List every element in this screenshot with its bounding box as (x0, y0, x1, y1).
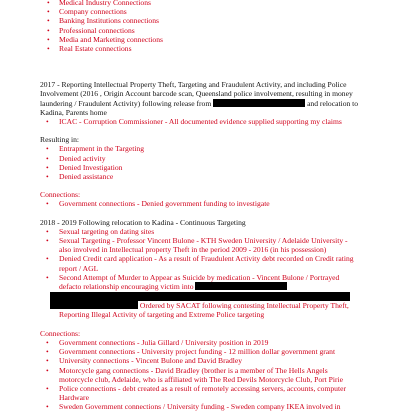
list-item: • Media and Marketing connections (45, 35, 360, 44)
redaction-bar (50, 292, 350, 301)
resulting-list (40, 144, 360, 181)
list-item: • Denied Credit card application - As a result of Fraudulent Activity debt recorded on Credit rating report / AGL (40, 254, 360, 272)
list-item: • Professional connections (45, 26, 360, 35)
list-item: • Sweden Government connections / University funding - Sweden company IKEA involved in (40, 402, 360, 411)
list-item: • Motorcycle gang connections - David Bradley (brother is a member of The Hells Angels motorcycle club, Adelaide, who is affiliated with The Red Devils Motorcycle Club, Port Pirie (40, 366, 360, 384)
resulting-in-label: Resulting in: (40, 135, 80, 145)
list-item: • Sexual targeting on dating sites (40, 227, 360, 236)
icac-list (40, 117, 360, 126)
list-item: • Denied assistance (40, 172, 360, 181)
list-item: • Government connections - Denied government funding to investigate (40, 199, 360, 208)
list-item: • University connections - Vincent Bulone and David Bradley (40, 356, 360, 365)
redaction-bar (213, 99, 305, 107)
list-item: • Company connections (45, 7, 360, 16)
section-2018-list (40, 227, 360, 291)
section-2017-heading: 2017 - Reporting Intellectual Property Theft, Targeting and Fraudulent Activity, and including Police Involvement (2016 , Origin Account barcode scan, Queensland police involvement, resulting in money laundering / Fraudulent Activity) following release from and relocation to Kadina, Parents home (40, 80, 359, 117)
list-item: • Entrapment in the Targeting (40, 144, 360, 153)
list-item: • Government connections - Julia Gillard / University position in 2019 (40, 338, 360, 347)
list-item-murder: • Second Attempt of Murder to Appear as Suicide by medication - Vincent Bulone / Portrayed defacto relationship encouraging victim into (40, 273, 360, 291)
list-item: • Government connections - University project funding - 12 million dollar government grant (40, 347, 360, 356)
redaction-bar (50, 301, 138, 309)
connections-2017-list (40, 199, 360, 208)
list-item: • Police connections - debt created as a result of remotely accessing servers, accounts, computer Hardware (40, 384, 360, 402)
murder-item-continuation: Ordered by SACAT following contesting Intellectual Property Theft, Reporting Illegal Activity of targeting and Extreme Police targeting (40, 301, 360, 319)
section-2018-heading: 2018 - 2019 Following relocation to Kadina - Continuous Targeting (40, 217, 246, 227)
list-item: • Denied activity (40, 154, 360, 163)
list-item: • Denied Investigation (40, 163, 360, 172)
connections-2017-label: Connections: (40, 190, 81, 200)
redaction-bar (195, 282, 287, 290)
list-item: • Banking Institutions connections (45, 16, 360, 25)
list-item: • ICAC - Corruption Commissioner - All documented evidence supplied supporting my claims (40, 117, 360, 126)
connections-2018-label: Connections: (40, 328, 81, 338)
connections-2018-list (40, 338, 360, 412)
list-item: • Real Estate connections (45, 44, 360, 53)
top-connections-list (40, 0, 360, 53)
list-item: • Sexual Targeting - Professor Vincent Bulone - KTH Sweden University / Adelaide University - also involved in Intellectual property Theft in the period 2009 - 2016 (in his possession) (40, 236, 360, 254)
list-item: • Medical Industry Connections (45, 0, 360, 7)
